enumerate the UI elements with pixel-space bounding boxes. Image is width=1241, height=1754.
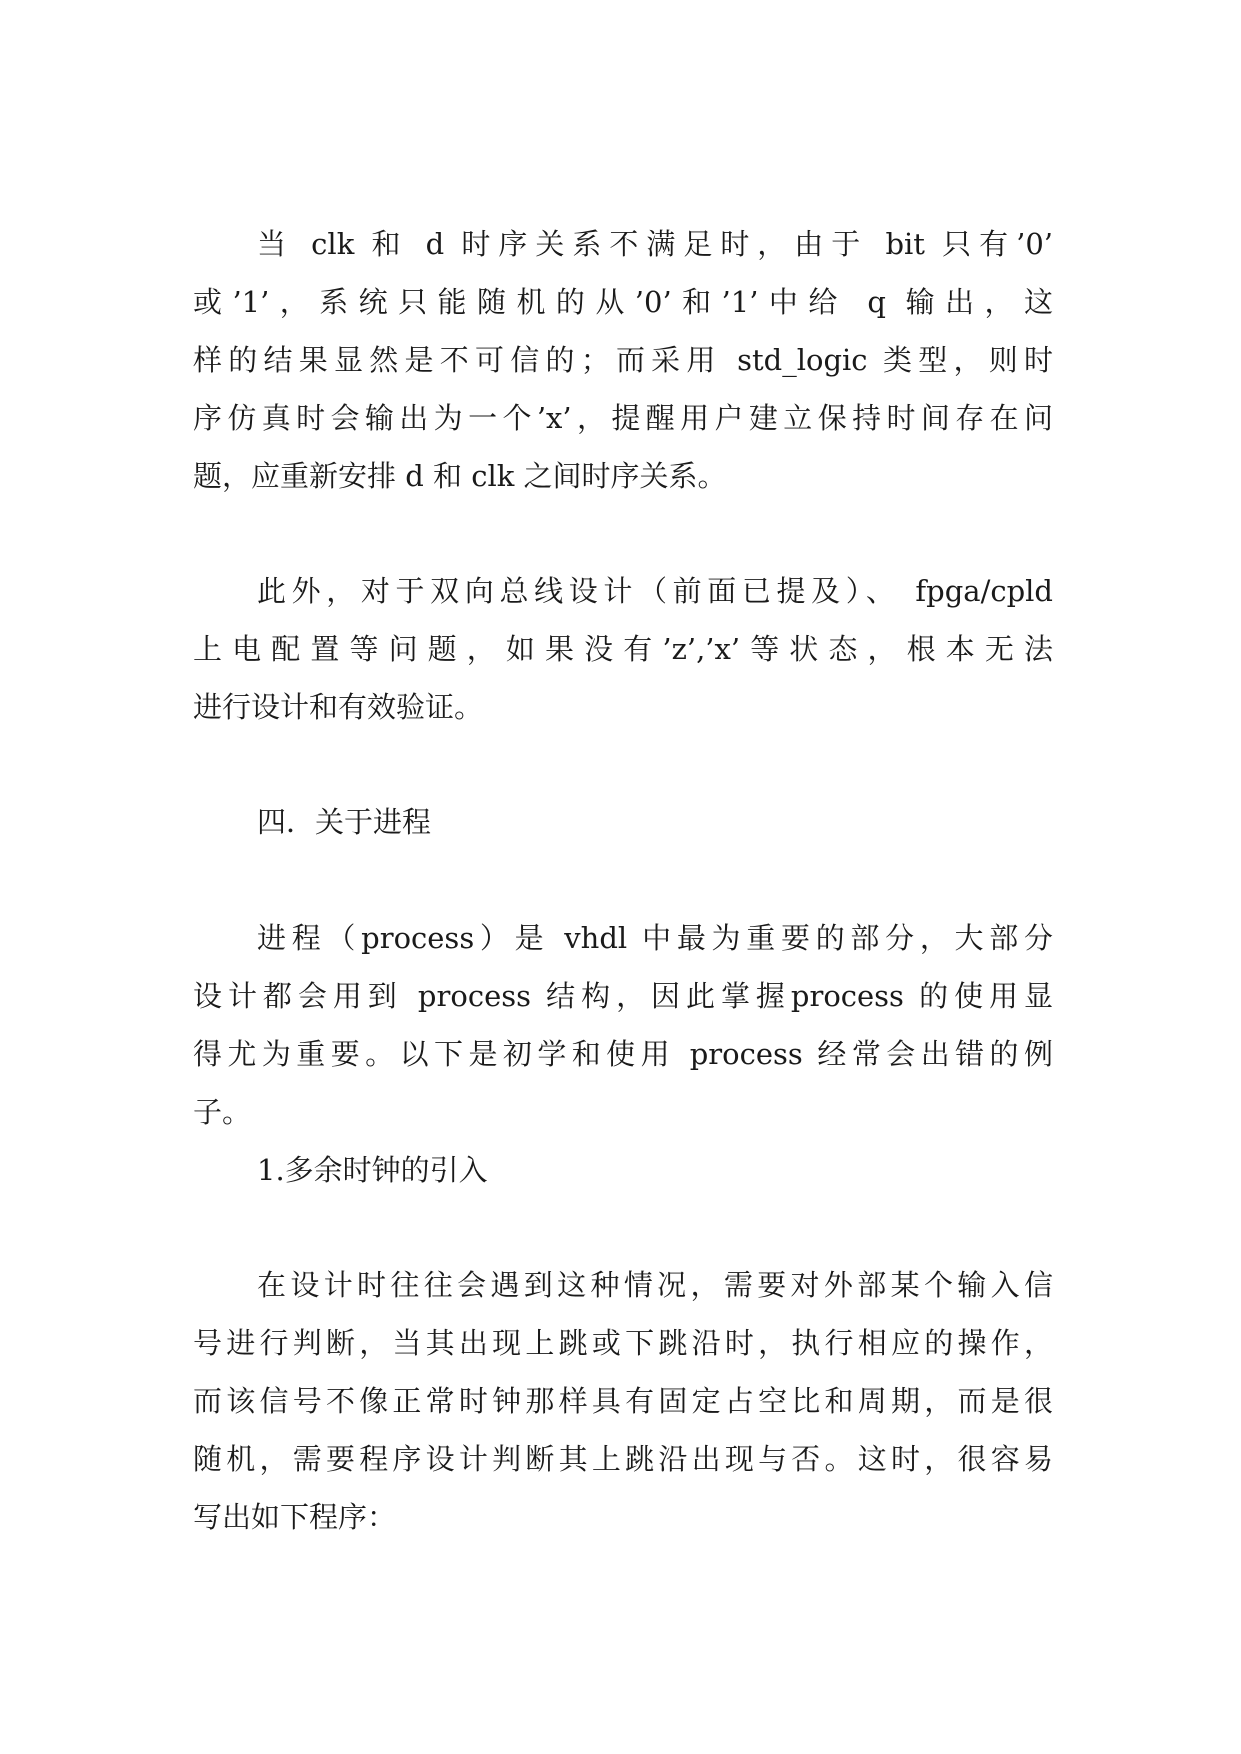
section-heading: 四．关于进程 xyxy=(257,805,432,839)
paragraph-4-line-3: 而该信号不像正常时钟那样具有固定占空比和周期，而是很 xyxy=(193,1384,1053,1418)
paragraph-3-line-1: 进程（process）是 vhdl 中最为重要的部分，大部分 xyxy=(257,921,1053,955)
paragraph-4-line-5: 写出如下程序： xyxy=(193,1500,397,1534)
paragraph-3-line-2: 设计都会用到 process 结构，因此掌握process 的使用显 xyxy=(193,979,1053,1013)
paragraph-1-line-4: 序仿真时会输出为一个’x’，提醒用户建立保持时间存在问 xyxy=(193,401,1053,435)
paragraph-2-line-2: 上电配置等问题，如果没有’z’,’x’等状态，根本无法 xyxy=(193,632,1053,666)
paragraph-4-line-4: 随机，需要程序设计判断其上跳沿出现与否。这时，很容易 xyxy=(193,1442,1053,1476)
subsection-heading: 1.多余时钟的引入 xyxy=(257,1153,488,1187)
paragraph-2-line-3: 进行设计和有效验证。 xyxy=(193,690,484,724)
paragraph-3-line-3: 得尤为重要。以下是初学和使用 process 经常会出错的例 xyxy=(193,1037,1053,1071)
paragraph-1-line-3: 样的结果显然是不可信的；而采用 std_logic 类型，则时 xyxy=(193,343,1053,377)
paragraph-3-line-4: 子。 xyxy=(193,1095,252,1129)
paragraph-4-line-1: 在设计时往往会遇到这种情况，需要对外部某个输入信 xyxy=(257,1268,1053,1302)
paragraph-1-line-1: 当 clk 和 d 时序关系不满足时，由于 bit 只有’0’ xyxy=(257,227,1053,261)
paragraph-1-line-2: 或’1’，系统只能随机的从’0’和’1’中给 q 输出，这 xyxy=(193,285,1053,319)
paragraph-2-line-1: 此外，对于双向总线设计（前面已提及）、 fpga/cpld xyxy=(257,574,1053,608)
paragraph-1-line-5: 题，应重新安排 d 和 clk 之间时序关系。 xyxy=(193,459,727,493)
paragraph-4-line-2: 号进行判断，当其出现上跳或下跳沿时，执行相应的操作， xyxy=(193,1326,1053,1360)
